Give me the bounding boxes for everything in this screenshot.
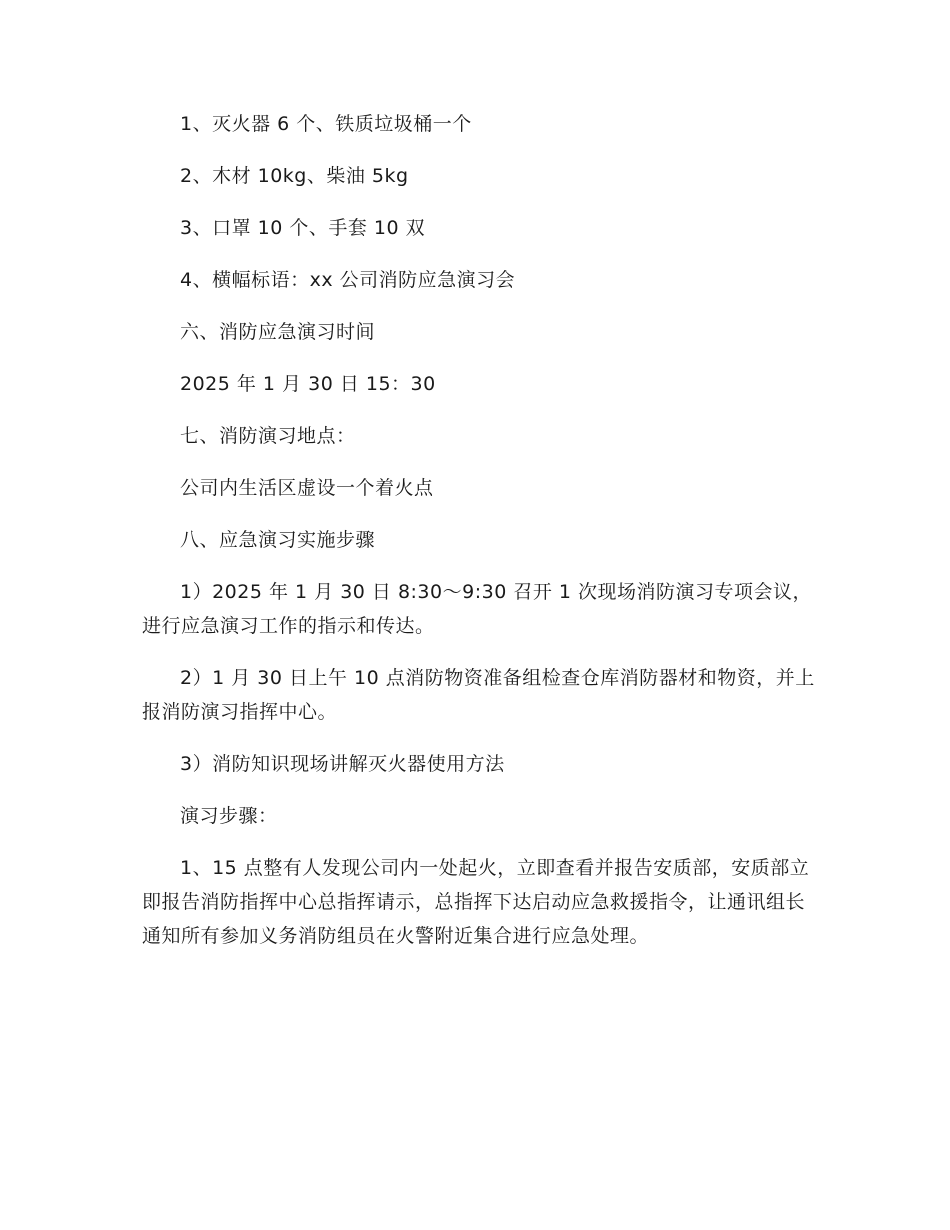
section-heading-time: 六、消防应急演习时间 — [180, 321, 376, 343]
section-heading-location: 七、消防演习地点： — [180, 425, 356, 447]
list-item-extinguishers: 1、灭火器 6 个、铁质垃圾桶一个 — [180, 113, 472, 135]
step-training: 3）消防知识现场讲解灭火器使用方法 — [180, 753, 505, 775]
step-inspection: 2）1 月 30 日上午 10 点消防物资准备组检查仓库消防器材和物资，并上报消防演习指挥中心。 — [142, 667, 815, 723]
list-item-masks-gloves: 3、口罩 10 个、手套 10 双 — [180, 217, 426, 239]
subheading-drill-steps: 演习步骤： — [180, 805, 278, 827]
step-meeting: 1）2025 年 1 月 30 日 8:30～9:30 召开 1 次现场消防演习专项会议，进行应急演习工作的指示和传达。 — [142, 581, 812, 637]
list-item-banner: 4、横幅标语：xx 公司消防应急演习会 — [180, 269, 516, 291]
drill-location: 公司内生活区虚设一个着火点 — [180, 477, 434, 499]
list-item-fuel: 2、木材 10kg、柴油 5kg — [180, 165, 409, 187]
document-body — [142, 107, 822, 971]
drill-time: 2025 年 1 月 30 日 15：30 — [180, 373, 436, 395]
drill-step-1: 1、15 点整有人发现公司内一处起火，立即查看并报告安质部，安质部立即报告消防指挥中心总指挥请示，总指挥下达启动应急救援指令，让通讯组长通知所有参加义务消防组员在火警附近集合进行应急处理。 — [142, 857, 810, 947]
section-heading-steps: 八、应急演习实施步骤 — [180, 529, 376, 551]
